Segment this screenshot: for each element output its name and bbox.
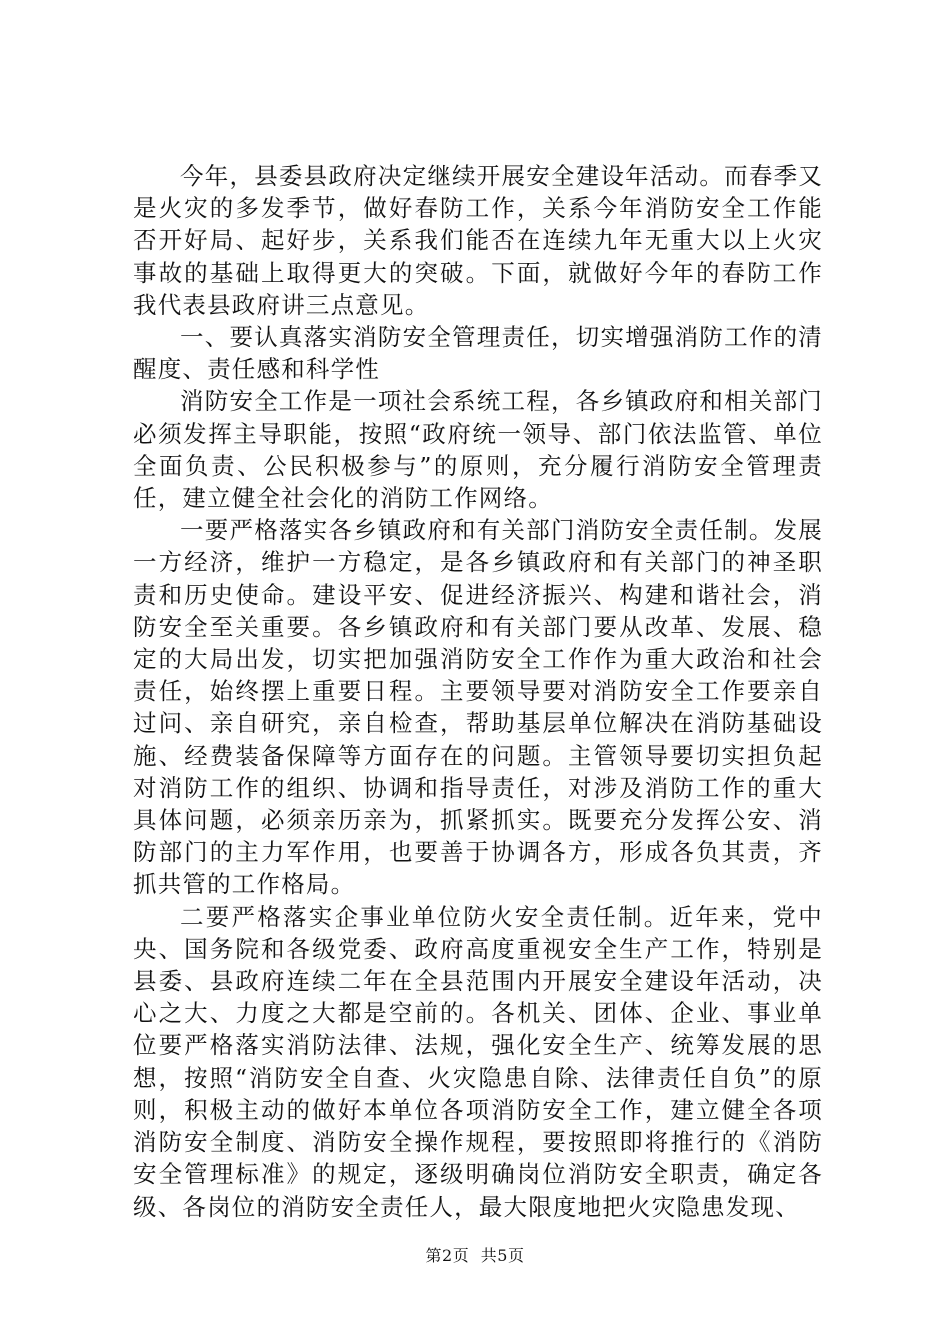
paragraph-section-1: 消防安全工作是一项社会系统工程，各乡镇政府和相关部门必须发挥主导职能，按照“政府统一领导、部门依法监管、单位全面负责、公民积极参与”的原则，充分履行消防安全管理责任，建立健全社会化的消防工作网络。 <box>133 387 823 513</box>
paragraph-intro: 今年，县委县政府决定继续开展安全建设年活动。而春季又是火灾的多发季节，做好春防工作，关系今年消防安全工作能否开好局、起好步，关系我们能否在连续九年无重大以上火灾事故的基础上取得更大的突破。下面，就做好今年的春防工作我代表县政府讲三点意见。 <box>133 162 823 319</box>
section-heading-1: 一、要认真落实消防安全管理责任，切实增强消防工作的清醒度、责任感和科学性 <box>133 323 823 384</box>
paragraph-point-1: 一要严格落实各乡镇政府和有关部门消防安全责任制。发展一方经济，维护一方稳定，是各乡镇政府和有关部门的神圣职责和历史使命。建设平安、促进经济振兴、构建和谐社会，消防安全至关重要。各乡镇政府和有关部门要从改革、发展、稳定的大局出发，切实把加强消防安全工作作为重大政治和社会责任，始终摆上重要日程。主要领导要对消防安全工作要亲自过问、亲自研究，亲自检查，帮助基层单位解决在消防基础设施、经费装备保障等方面存在的问题。主管领导要切实担负起对消防工作的组织、协调和指导责任，对涉及消防工作的重大具体问题，必须亲历亲为，抓紧抓实。既要充分发挥公安、消防部门的主力军作用，也要善于协调各方，形成各负其责，齐抓共管的工作格局。 <box>133 516 823 899</box>
document-body <box>133 160 823 1223</box>
page-total: 共5页 <box>480 1246 525 1265</box>
page-number: 第2页 <box>425 1246 470 1265</box>
page-footer <box>0 1243 950 1266</box>
paragraph-point-2: 二要严格落实企事业单位防火安全责任制。近年来，党中央、国务院和各级党委、政府高度重视安全生产工作，特别是县委、县政府连续二年在全县范围内开展安全建设年活动，决心之大、力度之大都是空前的。各机关、团体、企业、事业单位要严格落实消防法律、法规，强化安全生产、统筹发展的思想，按照“消防安全自查、火灾隐患自除、法律责任自负”的原则，积极主动的做好本单位各项消防安全工作，建立健全各项消防安全制度、消防安全操作规程，要按照即将推行的《消防安全管理标准》的规定，逐级明确岗位消防安全职责，确定各级、各岗位的消防安全责任人，最大限度地把火灾隐患发现、 <box>133 902 823 1221</box>
